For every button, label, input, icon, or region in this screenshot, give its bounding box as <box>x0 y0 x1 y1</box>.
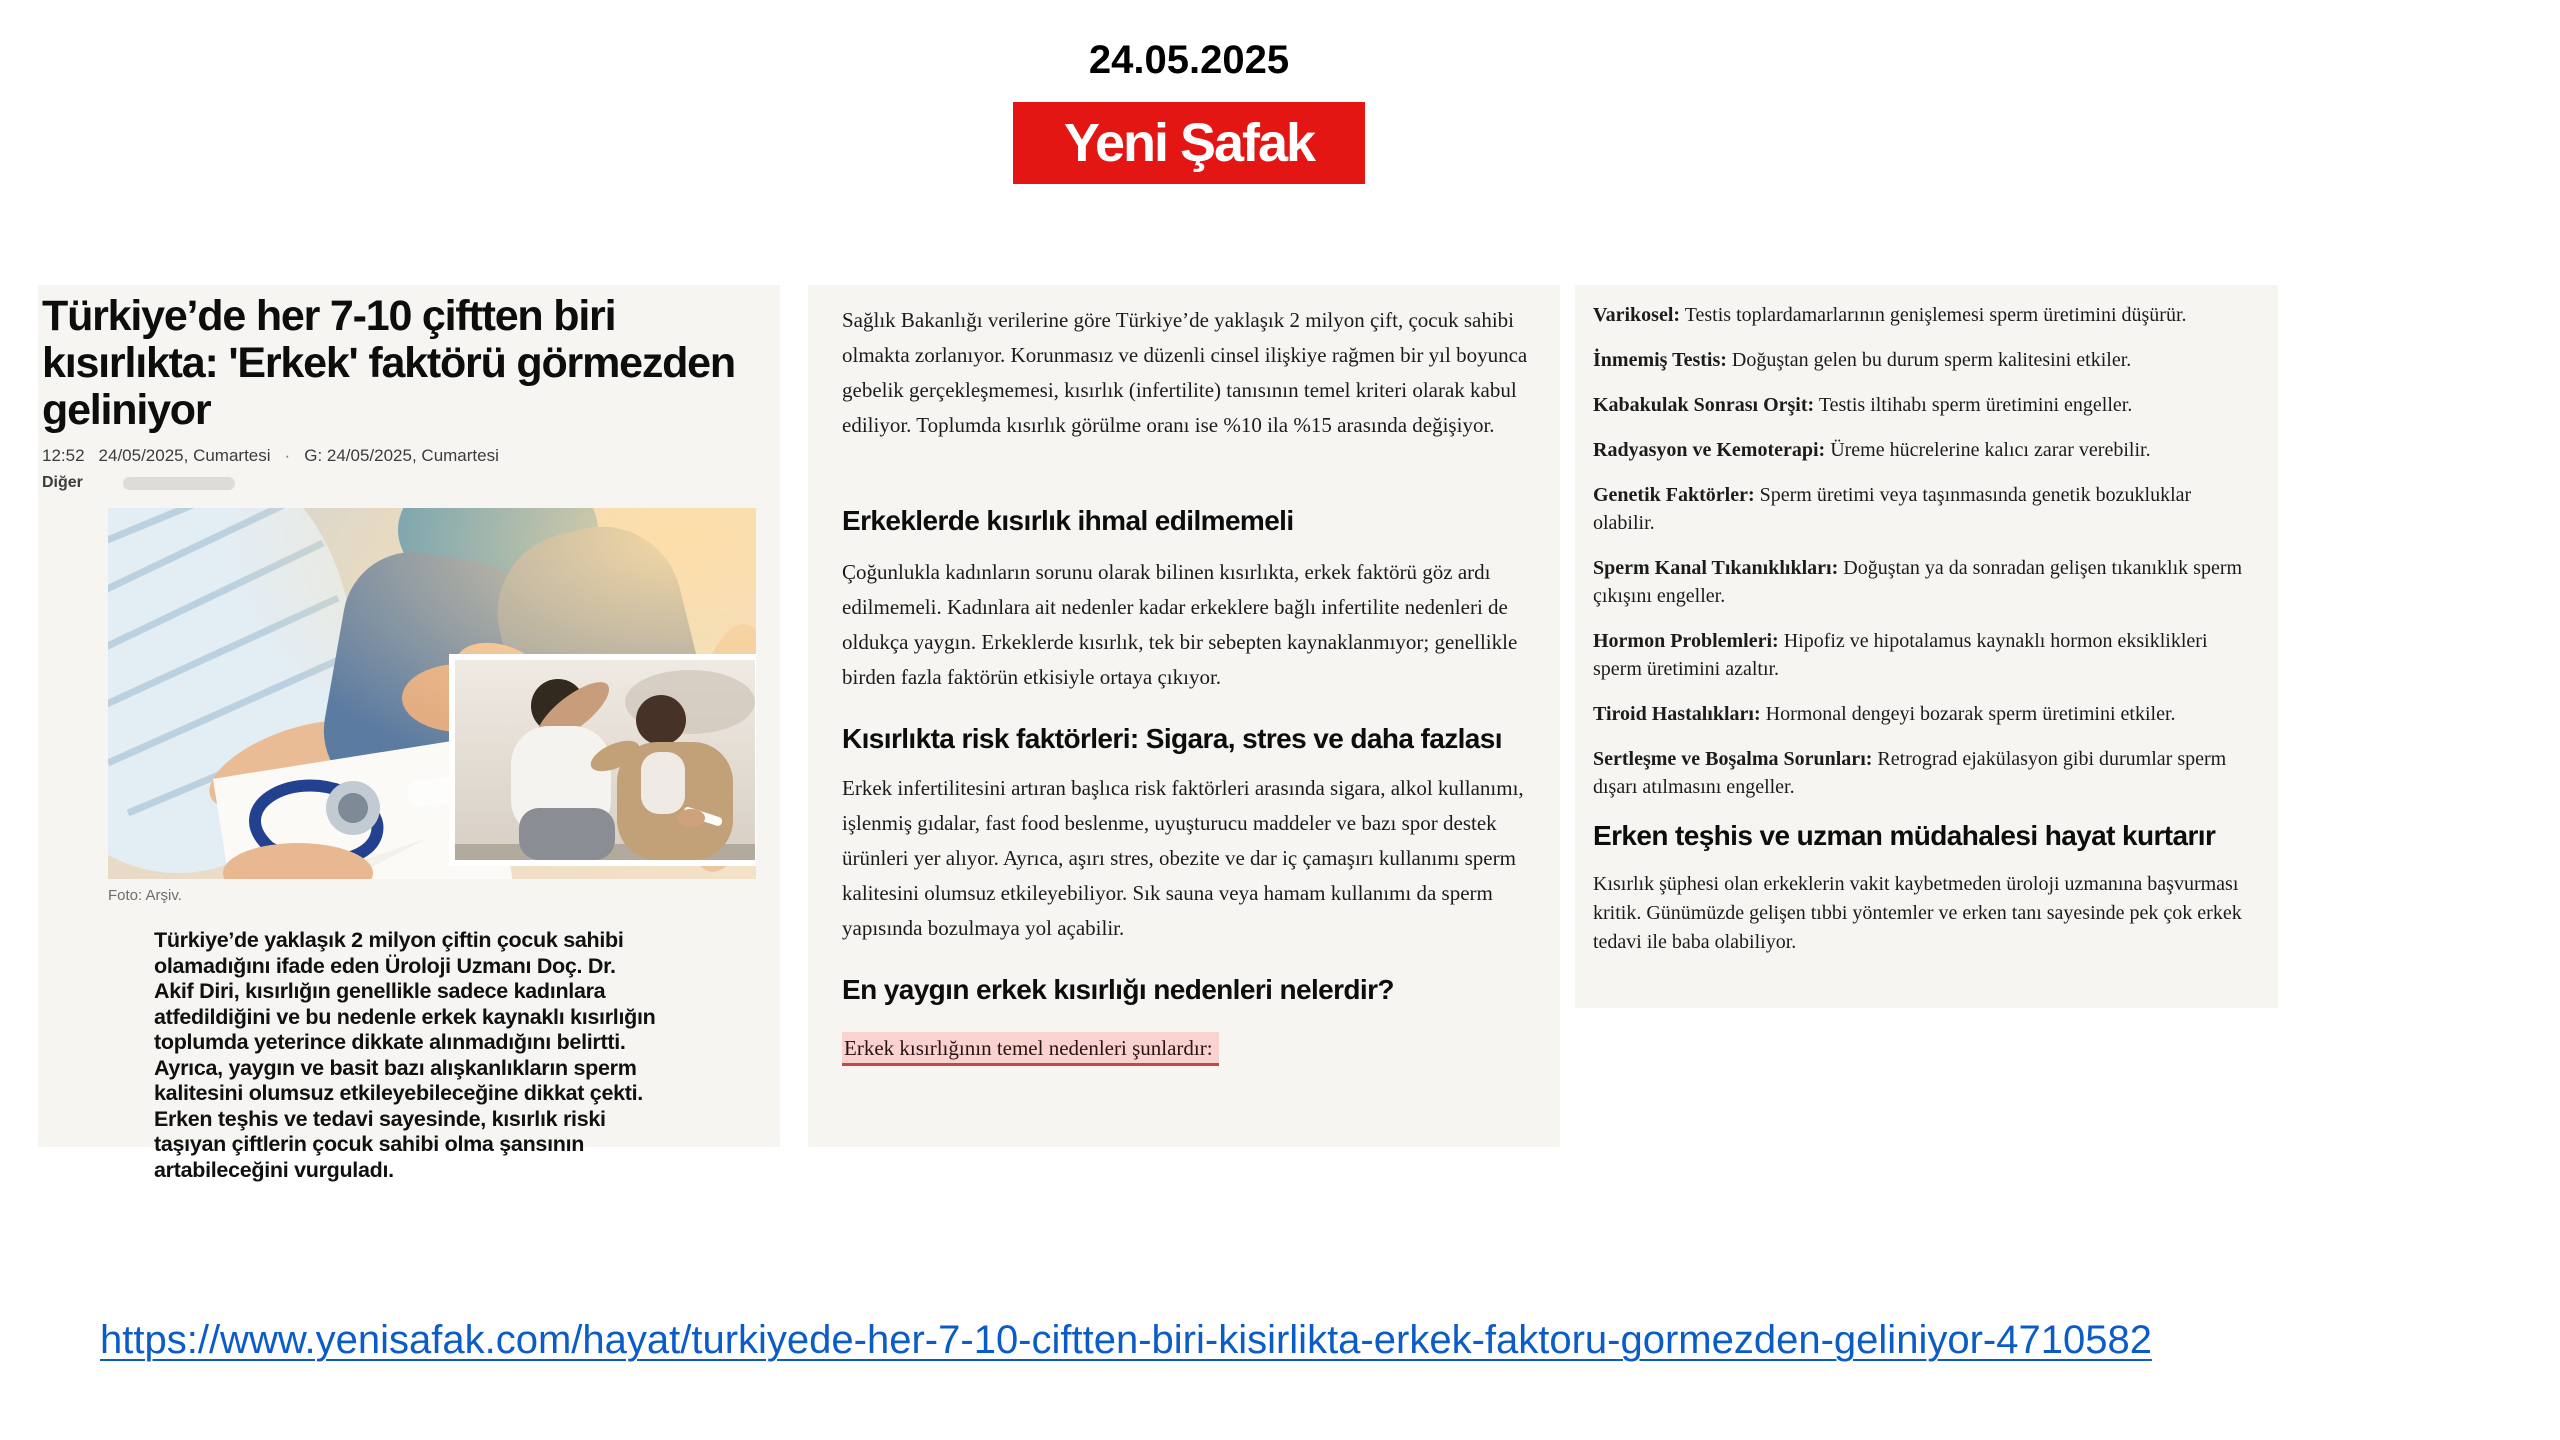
cause-term: Sertleşme ve Boşalma Sorunları: <box>1593 748 1873 770</box>
cause-item <box>1593 700 2256 728</box>
cause-term: Hormon Problemleri: <box>1593 630 1779 652</box>
cause-item <box>1593 436 2256 464</box>
article-column-middle <box>808 285 1560 1147</box>
highlight-row <box>842 1032 1530 1066</box>
article-headline: Türkiye’de her 7-10 çiftten biri kısırlıkta: 'Erkek' faktörü görmezden geliniyor <box>42 292 735 434</box>
cause-item <box>1593 481 2256 537</box>
photo-caption: Foto: Arşiv. <box>108 887 182 904</box>
cause-desc: Testis toplardamarlarının genişlemesi sperm üretimini düşürür. <box>1684 304 2187 326</box>
cause-item <box>1593 391 2256 419</box>
article-meta <box>42 446 770 466</box>
meta-time: 12:52 <box>42 446 85 465</box>
section-heading-risk-factors: Kısırlıkta risk faktörleri: Sigara, stres ve daha fazlası <box>842 723 1502 754</box>
meta-separator: · <box>284 446 291 465</box>
article-column-right <box>1575 285 2278 1008</box>
cause-desc: Testis iltihabı sperm üretimini engeller. <box>1818 394 2133 416</box>
section-heading-male-infertility: Erkeklerde kısırlık ihmal edilmemeli <box>842 505 1294 536</box>
cause-desc: Retrograd ejakülasyon gibi durumlar sperm dışarı atılmasını engeller. <box>1593 748 2227 798</box>
article-intro: Sağlık Bakanlığı verilerine göre Türkiye’de yaklaşık 2 milyon çift, çocuk sahibi olmakta zorlanıyor. Korunmasız ve düzenli cinsel ilişkiye rağmen bir yıl boyunca gebelik gerçekleşmemesi, kısırlık (infertilite) tanısının temel kriteri olarak kabul ediliyor. Toplumda kısırlık görülme oranı ise %10 ila %15 arasında değişiyor. <box>842 308 1528 437</box>
category-row <box>42 474 770 492</box>
article-photo <box>108 508 756 879</box>
article-summary: Türkiye’de yaklaşık 2 milyon çiftin çocuk sahibi olamadığını ifade eden Üroloji Uzmanı Doç. Dr. Akif Diri, kısırlığın genellikle sadece kadınlara atfedildiğini ve bu nedenle erkek kaynaklı kısırlığın toplumda yeterince dikkate alınmadığını belirtti. Ayrıca, yaygın ve basit bazı alışkanlıkların sperm kalitesini olumsuz etkileyebileceğine dikkat çekti. Erken teşhis ve tedavi sayesinde, kısırlık riski taşıyan çiftlerin çocuk sahibi olma şansının artabileceğini vurguladı. <box>154 928 656 1182</box>
inset-photo <box>449 654 756 866</box>
cause-desc: Üreme hücrelerine kalıcı zarar verebilir. <box>1830 439 2151 461</box>
cause-desc: Sperm üretimi veya taşınmasında genetik bozukluklar olabilir. <box>1593 484 2192 534</box>
article-column-left <box>38 285 780 1182</box>
cause-term: Tiroid Hastalıkları: <box>1593 703 1761 725</box>
page-date: 24.05.2025 <box>1088 38 1290 82</box>
cause-item <box>1593 627 2256 683</box>
meta-update-date: G: 24/05/2025, Cumartesi <box>304 446 499 465</box>
section-heading-common-causes: En yaygın erkek kısırlığı nedenleri nelerdir? <box>842 974 1394 1005</box>
article-photo-illustration <box>108 508 756 879</box>
newspaper-logo-text: Yeni Şafak <box>1063 113 1315 173</box>
category-placeholder <box>123 477 235 490</box>
section-heading-early-diagnosis: Erken teşhis ve uzman müdahalesi hayat kurtarır <box>1593 820 2216 851</box>
category-label[interactable]: Diğer <box>42 474 83 491</box>
cause-desc: Doğuştan gelen bu durum sperm kalitesini etkiler. <box>1731 349 2132 371</box>
cause-term: Sperm Kanal Tıkanıklıkları: <box>1593 557 1839 579</box>
cause-desc: Hormonal dengeyi bozarak sperm üretimini etkiler. <box>1765 703 2176 725</box>
cause-item <box>1593 554 2256 610</box>
cause-term: Varikosel: <box>1593 304 1681 326</box>
highlighted-text: Erkek kısırlığının temel nedenleri şunlardır: <box>842 1032 1219 1066</box>
source-url-link[interactable]: https://www.yenisafak.com/hayat/turkiyede-her-7-10-ciftten-biri-kisirlikta-erkek-faktoru-gormezden-geliniyor-4710582 <box>100 1318 2152 1362</box>
cause-term: Kabakulak Sonrası Orşit: <box>1593 394 1815 416</box>
meta-publish-date: 24/05/2025, Cumartesi <box>98 446 271 465</box>
cause-item <box>1593 745 2256 801</box>
cause-term: İnmemiş Testis: <box>1593 349 1727 371</box>
newspaper-logo <box>1013 102 1365 184</box>
cause-term: Genetik Faktörler: <box>1593 484 1755 506</box>
cause-desc: Hipofiz ve hipotalamus kaynaklı hormon eksiklikleri sperm üretimini azaltır. <box>1593 630 2208 680</box>
article-outro: Kısırlık şüphesi olan erkeklerin vakit kaybetmeden üroloji uzmanına başvurması kritik. Günümüzde gelişen tıbbi yöntemler ve erken tanı sayesinde pek çok erkek tedavi ile baba olabiliyor. <box>1593 873 2242 953</box>
article-paragraph-1: Çoğunlukla kadınların sorunu olarak bilinen kısırlıkta, erkek faktörü göz ardı edilmemeli. Kadınlara ait nedenler kadar erkeklere bağlı infertilite nedenleri de oldukça yaygın. Erkeklerde kısırlık, tek bir sebepten kaynaklanmıyor; genellikle birden fazla faktörün etkisiyle ortaya çıkıyor. <box>842 560 1518 689</box>
cause-item <box>1593 346 2256 374</box>
cause-desc: Doğuştan ya da sonradan gelişen tıkanıklık sperm çıkışını engeller. <box>1593 557 2243 607</box>
cause-term: Radyasyon ve Kemoterapi: <box>1593 439 1826 461</box>
cause-item <box>1593 301 2256 329</box>
article-paragraph-2: Erkek infertilitesini artıran başlıca risk faktörleri arasında sigara, alkol kullanımı, işlenmiş gıdalar, fast food beslenme, uyuşturucu maddeler ve bazı spor destek ürünleri yer alıyor. Ayrıca, aşırı stres, obezite ve dar iç çamaşırı kullanımı sperm kalitesini olumsuz etkileyebiliyor. Sık sauna veya hamam kullanımı da sperm yapısında bozulmaya yol açabilir. <box>842 776 1524 940</box>
